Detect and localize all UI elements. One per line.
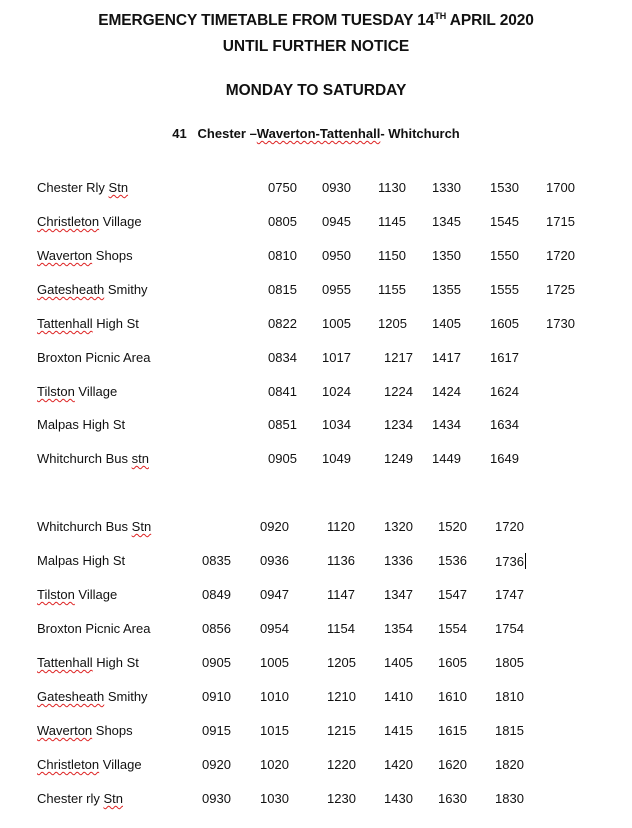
departure-time: 1810 <box>495 689 524 704</box>
departure-time: 1215 <box>327 723 356 738</box>
departure-time: 1634 <box>490 417 519 432</box>
departure-time: 1820 <box>495 757 524 772</box>
stop-name: Whitchurch Bus stn <box>37 451 149 466</box>
title-text-end: APRIL 2020 <box>446 12 534 29</box>
departure-time: 1720 <box>495 519 524 534</box>
departure-time: 1354 <box>384 621 413 636</box>
departure-time: 1449 <box>432 451 461 466</box>
departure-time: 1405 <box>432 316 461 331</box>
stop-name: Broxton Picnic Area <box>37 350 151 365</box>
stop-name: Tattenhall High St <box>37 316 139 331</box>
stop-name: Tattenhall High St <box>37 655 139 670</box>
route-number: 41 <box>172 126 187 141</box>
departure-time: 1736 <box>495 554 524 569</box>
departure-time: 0945 <box>322 214 351 229</box>
departure-time: 1805 <box>495 655 524 670</box>
departure-time: 1155 <box>378 282 406 297</box>
departure-time: 1605 <box>438 655 467 670</box>
route-via: Waverton-Tattenhall <box>256 126 381 141</box>
departure-time: 1424 <box>432 384 461 399</box>
departure-time: 0851 <box>268 417 297 432</box>
stop-name: Tilston Village <box>37 384 118 399</box>
departure-time: 1230 <box>327 791 356 806</box>
departure-time: 1336 <box>384 553 413 568</box>
stop-name: Waverton Shops <box>37 248 133 263</box>
departure-time: 1434 <box>432 417 461 432</box>
departure-time: 1649 <box>490 451 519 466</box>
departure-time: 1005 <box>260 655 289 670</box>
departure-time: 1430 <box>384 791 413 806</box>
departure-time: 0915 <box>202 723 231 738</box>
route-destination: - Whitchurch <box>380 126 460 141</box>
departure-time: 1545 <box>490 214 519 229</box>
departure-time: 1530 <box>490 180 519 195</box>
departure-time: 1830 <box>495 791 524 806</box>
departure-time: 1617 <box>490 350 519 365</box>
departure-time: 1030 <box>260 791 289 806</box>
stop-name: Malpas High St <box>37 417 126 432</box>
route-origin: Chester – <box>197 126 257 141</box>
departure-time: 1725 <box>546 282 575 297</box>
departure-time: 1730 <box>546 316 575 331</box>
departure-time: 1615 <box>438 723 467 738</box>
departure-time: 1547 <box>438 587 467 602</box>
departure-time: 1234 <box>384 417 413 432</box>
departure-time: 1145 <box>378 214 406 229</box>
departure-time: 1220 <box>327 757 356 772</box>
stop-name: Malpas High St <box>37 553 126 568</box>
departure-time: 1015 <box>260 723 289 738</box>
departure-time: 1624 <box>490 384 519 399</box>
departure-time: 1136 <box>327 553 355 568</box>
departure-time: 1224 <box>384 384 413 399</box>
text-cursor <box>525 553 526 569</box>
departure-time: 0947 <box>260 587 289 602</box>
departure-time: 1747 <box>495 587 524 602</box>
departure-time: 1330 <box>432 180 461 195</box>
stop-name: Christleton Village <box>37 214 142 229</box>
departure-time: 1536 <box>438 553 467 568</box>
stop-name: Whitchurch Bus Stn <box>37 519 152 534</box>
departure-time: 0930 <box>202 791 231 806</box>
departure-time: 1217 <box>384 350 413 365</box>
departure-time: 1700 <box>546 180 575 195</box>
departure-time: 0955 <box>322 282 351 297</box>
departure-time: 1720 <box>546 248 575 263</box>
stop-name: Christleton Village <box>37 757 142 772</box>
departure-time: 0936 <box>260 553 289 568</box>
departure-time: 1555 <box>490 282 519 297</box>
departure-time: 1024 <box>322 384 351 399</box>
departure-time: 1249 <box>384 451 413 466</box>
departure-time: 1210 <box>327 689 356 704</box>
departure-time: 0849 <box>202 587 231 602</box>
route-heading <box>0 126 632 141</box>
departure-time: 1010 <box>260 689 289 704</box>
departure-time: 1554 <box>438 621 467 636</box>
departure-time: 0954 <box>260 621 289 636</box>
departure-time: 0841 <box>268 384 297 399</box>
stop-name: Broxton Picnic Area <box>37 621 151 636</box>
departure-time: 1620 <box>438 757 467 772</box>
stop-name: Gatesheath Smithy <box>37 282 148 297</box>
departure-time: 1034 <box>322 417 351 432</box>
departure-time: 1205 <box>378 316 407 331</box>
departure-time: 1754 <box>495 621 524 636</box>
departure-time: 1147 <box>327 587 355 602</box>
departure-time: 0905 <box>202 655 231 670</box>
departure-time: 1605 <box>490 316 519 331</box>
departure-time: 1550 <box>490 248 519 263</box>
stop-name: Tilston Village <box>37 587 118 602</box>
title-superscript: TH <box>434 11 447 21</box>
departure-time: 1320 <box>384 519 413 534</box>
departure-time: 1355 <box>432 282 461 297</box>
service-days: MONDAY TO SATURDAY <box>225 82 407 99</box>
departure-time: 1150 <box>378 248 406 263</box>
departure-time: 1005 <box>322 316 351 331</box>
departure-time: 0920 <box>202 757 231 772</box>
stop-name: Chester Rly Stn <box>37 180 129 195</box>
timetable-subtitle: UNTIL FURTHER NOTICE <box>222 38 410 55</box>
departure-time: 1715 <box>546 214 575 229</box>
departure-time: 1417 <box>432 350 461 365</box>
departure-time: 1205 <box>327 655 356 670</box>
timetable-title <box>0 12 632 30</box>
departure-time: 1610 <box>438 689 467 704</box>
title-text: EMERGENCY TIMETABLE FROM TUESDAY 14 <box>98 12 435 29</box>
departure-time: 0910 <box>202 689 231 704</box>
departure-time: 1630 <box>438 791 467 806</box>
departure-time: 0810 <box>268 248 297 263</box>
departure-time: 0835 <box>202 553 231 568</box>
departure-time: 1049 <box>322 451 351 466</box>
departure-time: 0834 <box>268 350 297 365</box>
departure-time: 1020 <box>260 757 289 772</box>
stop-name: Chester rly Stn <box>37 791 123 806</box>
departure-time: 1017 <box>322 350 351 365</box>
departure-time: 1415 <box>384 723 413 738</box>
departure-time: 1410 <box>384 689 413 704</box>
departure-time: 1130 <box>378 180 406 195</box>
stop-name: Gatesheath Smithy <box>37 689 148 704</box>
departure-time: 1405 <box>384 655 413 670</box>
departure-time: 0815 <box>268 282 297 297</box>
departure-time: 0930 <box>322 180 351 195</box>
departure-time: 1345 <box>432 214 461 229</box>
departure-time: 0805 <box>268 214 297 229</box>
departure-time: 0750 <box>268 180 297 195</box>
departure-time: 1520 <box>438 519 467 534</box>
departure-time: 1347 <box>384 587 413 602</box>
departure-time: 1815 <box>495 723 524 738</box>
departure-time: 1420 <box>384 757 413 772</box>
departure-time: 1120 <box>327 519 355 534</box>
departure-time: 0856 <box>202 621 231 636</box>
departure-time: 1154 <box>327 621 355 636</box>
departure-time: 1350 <box>432 248 461 263</box>
departure-time: 0905 <box>268 451 297 466</box>
departure-time: 0950 <box>322 248 351 263</box>
stop-name: Waverton Shops <box>37 723 133 738</box>
departure-time: 0920 <box>260 519 289 534</box>
departure-time: 0822 <box>268 316 297 331</box>
